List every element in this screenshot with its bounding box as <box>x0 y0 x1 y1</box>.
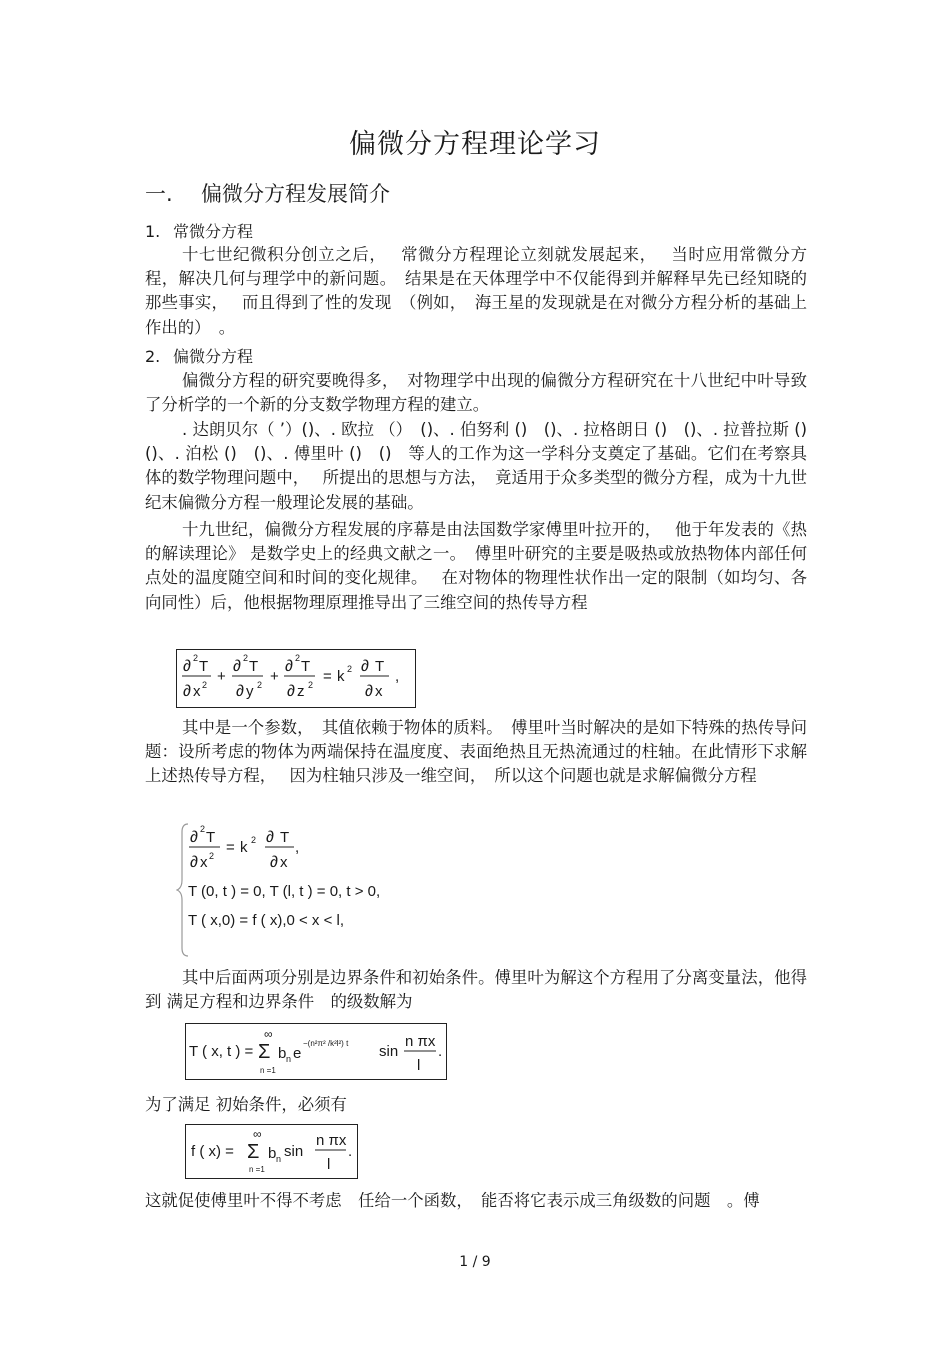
svg-text:2: 2 <box>295 653 301 663</box>
section-title: 偏微分方程发展简介 <box>201 182 390 206</box>
svg-text:T: T <box>301 658 311 675</box>
svg-text:e: e <box>293 1045 302 1062</box>
svg-text:∂: ∂ <box>285 658 293 675</box>
paragraph-ode: 十七世纪微积分创立之后， 常微分方程理论立刻就发展起来， 当时应用常微分方程，解决几何与理学中的新问题。 结果是在天体理学中不仅能得到并解释早先已经知晓的那些事实， 而且得到了性的发现 （例如， 海王星的发现就是在对微分方程分析的基础上作出的） 。 <box>145 245 807 337</box>
svg-text:T: T <box>249 658 259 675</box>
subsection-heading-pde <box>145 344 253 367</box>
svg-text:y: y <box>246 683 254 700</box>
svg-text:2: 2 <box>193 653 199 663</box>
svg-text:∂: ∂ <box>266 829 274 846</box>
svg-text:∂: ∂ <box>287 683 295 700</box>
svg-text:∂: ∂ <box>183 658 191 675</box>
svg-text:f ( x) =: f ( x) = <box>191 1143 234 1160</box>
boundary-problem <box>176 822 416 962</box>
paragraph-fourier: 十九世纪，偏微分方程发展的序幕是由法国数学家傅里叶拉开的， 他于年发表的《热的解读理论》 是数学史上的经典文献之一。 傅里叶研究的主要是吸热或放热物体内部任何点处的温度随空间和时间的变化规律。 在对物体的物理性状作出一定的限制（如均匀、各向同性）后，他根据物理原理推导出了三维空间的热传导方程 <box>145 520 807 612</box>
svg-text:2: 2 <box>347 664 353 674</box>
svg-text:2: 2 <box>243 653 249 663</box>
svg-text:∂: ∂ <box>183 683 191 700</box>
svg-text:=: = <box>226 839 235 856</box>
svg-text:∂: ∂ <box>361 658 369 675</box>
svg-text:∂: ∂ <box>190 854 198 871</box>
heat-equation-box <box>176 649 416 708</box>
svg-text:n =1: n =1 <box>249 1165 265 1174</box>
svg-text:sin: sin <box>379 1043 399 1060</box>
svg-text:2: 2 <box>200 824 206 834</box>
svg-text:T: T <box>206 829 216 846</box>
svg-text:x: x <box>280 854 288 871</box>
paragraph-trig-series: 这就促使傅里叶不得不考虑 任给一个函数， 能否将它表示成三角级数的问题 。傅 <box>145 1191 760 1210</box>
svg-text:−(n²π² /k²l²) t: −(n²π² /k²l²) t <box>303 1039 349 1048</box>
subsection-title: 偏微分方程 <box>173 347 254 366</box>
heat-equation <box>177 650 414 706</box>
boundary-problem-system <box>176 822 416 958</box>
svg-text:∂: ∂ <box>236 683 244 700</box>
svg-text:z: z <box>297 683 305 700</box>
svg-text:∂: ∂ <box>190 829 198 846</box>
svg-text:k: k <box>240 839 248 856</box>
svg-text:T: T <box>199 658 209 675</box>
svg-text:l: l <box>327 1156 331 1173</box>
svg-text:2: 2 <box>251 835 257 845</box>
svg-text:n πx: n πx <box>405 1033 436 1050</box>
svg-text:,: , <box>295 839 300 856</box>
subsection-number: 2. <box>145 347 161 366</box>
svg-text:∞: ∞ <box>264 1027 273 1041</box>
fourier-series <box>186 1125 356 1177</box>
initial-condition: T ( x,0) = f ( x),0 < x < l, <box>188 912 345 929</box>
paragraph-separation: 其中后面两项分别是边界条件和初始条件。傅里叶为解这个方程用了分离变量法，他得到 满足方程和边界条件 的级数解为 <box>145 968 807 1012</box>
subsection-title: 常微分方程 <box>173 222 254 241</box>
svg-text:k: k <box>337 668 345 685</box>
svg-text:∂: ∂ <box>233 658 241 675</box>
svg-text:T ( x, t ) =: T ( x, t ) = <box>189 1043 254 1060</box>
section-heading <box>145 178 390 208</box>
svg-text:Σ: Σ <box>247 1141 260 1163</box>
svg-text:T: T <box>280 829 290 846</box>
page-number: 1 / 9 <box>459 1254 491 1270</box>
paragraph-pde-history: 偏微分方程的研究要晚得多， 对物理学中出现的偏微分方程研究在十八世纪中叶导致了分析学的一个新的分支数学物理方程的建立。 <box>145 371 807 415</box>
section-number: 一. <box>145 182 173 206</box>
series-solution <box>186 1024 445 1078</box>
svg-text:∂: ∂ <box>365 683 373 700</box>
svg-text:x: x <box>200 854 208 871</box>
subsection-number: 1. <box>145 222 161 241</box>
svg-text:2: 2 <box>202 680 208 690</box>
boundary-conditions: T (0, t ) = 0, T (l, t ) = 0, t > 0, <box>188 883 381 900</box>
svg-text:.: . <box>348 1143 353 1160</box>
svg-text:=: = <box>323 668 332 685</box>
svg-text:sin: sin <box>284 1143 304 1160</box>
svg-text:∂: ∂ <box>270 854 278 871</box>
fourier-series-box <box>185 1124 358 1179</box>
paragraph-initial-condition: 为了满足 初始条件，必须有 <box>145 1095 347 1114</box>
svg-text:2: 2 <box>209 851 215 861</box>
svg-text:b: b <box>278 1045 287 1062</box>
svg-text:x: x <box>193 683 201 700</box>
paragraph-problem: 其中是一个参数， 其值依赖于物体的质料。 傅里叶当时解决的是如下特殊的热传导问题：设所考虑的物体为两端保持在温度度、表面绝热且无热流通过的柱轴。在此情形下求解上述热传导方程， 因为柱轴只涉及一维空间， 所以这个问题也就是求解偏微分方程 <box>145 718 807 786</box>
svg-text:2: 2 <box>257 680 263 690</box>
svg-text:n: n <box>286 1054 292 1064</box>
svg-text:Σ: Σ <box>258 1041 271 1063</box>
left-brace <box>177 824 188 956</box>
svg-text:+: + <box>270 668 279 685</box>
svg-text:n =1: n =1 <box>260 1066 276 1075</box>
paragraph-mathematicians: . 达朗贝尔（ ’）()、. 欧拉 （） ()、. 伯努利 () ()、. 拉格朗日 () ()、. 拉普拉斯 () ()、. 泊松 () ()、. 傅里叶 () () 等人的工作为这一学科分支奠定了基础。它们在考察具体的数学物理问题中， 所提出的思想与方法， 竟适用于众多类型的微分方程，成为十九世纪末偏微分方程一般理论发展的基础。 <box>145 420 824 512</box>
subsection-heading-ode <box>145 219 253 242</box>
svg-text:.: . <box>438 1043 443 1060</box>
svg-text:T: T <box>375 658 385 675</box>
svg-text:,: , <box>395 668 400 685</box>
svg-text:x: x <box>375 683 383 700</box>
svg-text:+: + <box>217 668 226 685</box>
svg-text:n πx: n πx <box>316 1132 347 1149</box>
svg-text:n: n <box>276 1154 282 1164</box>
series-solution-box <box>185 1023 447 1080</box>
svg-text:2: 2 <box>308 680 314 690</box>
svg-text:∞: ∞ <box>253 1127 262 1141</box>
page-title: 偏微分方程理论学习 <box>349 129 601 160</box>
svg-text:b: b <box>268 1145 277 1162</box>
svg-text:l: l <box>417 1057 421 1074</box>
